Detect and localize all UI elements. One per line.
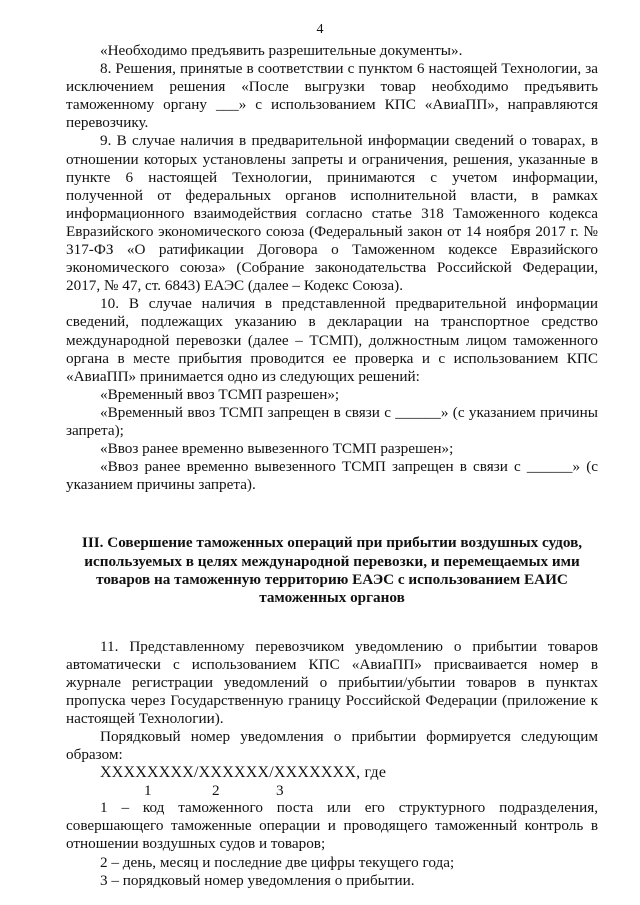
- part-number: 2: [212, 782, 220, 800]
- part-numbers: [66, 782, 598, 799]
- definition: 3 – порядковый номер уведомления о прибытии.: [100, 871, 415, 889]
- page-number: 4: [316, 22, 324, 37]
- paragraph: Порядковый номер уведомления о прибытии формируется следующим образом:: [66, 728, 598, 764]
- paragraph: 11. Представленному перевозчиком уведомлению о прибытии товаров автоматически с использованием КПС «АвиаПП» присваивается номер в журнале регистрации уведомлений о прибытии/убытии товаров в пунктах пропуска через Государственную границу Российской Федерации (приложение к настоящей Технологии).: [66, 637, 598, 727]
- paragraph: 9. В случае наличия в предварительной информации сведений о товарах, в отношении которых установлены запреты и ограничения, решения, указанные в пункте 6 настоящей Технологии, принимаются с учетом информации, полученной от федеральных органов исполнительной власти, в рамках информационного взаимодействия согласно статье 318 Таможенного кодекса Евразийского экономического союза (Федеральный закон от 14 ноября 2017 г. № 317-ФЗ «О ратификации Договора о Таможенном кодексе Евразийского экономического союза» (Собрание законодательства Российской Федерации, 2017, № 47, ст. 6843) ЕАЭС (далее – Кодекс Союза).: [66, 132, 598, 295]
- decision-option: «Временный ввоз ТСМП разрешен»;: [100, 385, 340, 403]
- number-format: XXXXXXXX/XXXXXX/XXXXXXX, где: [100, 764, 387, 782]
- paragraph: 8. Решения, принятые в соответствии с пунктом 6 настоящей Технологии, за исключением решения «После выгрузки товар необходимо предъявить таможенному органу ___» с использованием КПС «АвиаПП», направляются перевозчику.: [66, 60, 598, 132]
- definition: 2 – день, месяц и последние две цифры текущего года;: [100, 853, 455, 871]
- part-number: 1: [144, 782, 152, 800]
- part-number: 3: [276, 782, 284, 800]
- paragraph: «Необходимо предъявить разрешительные документы».: [100, 42, 463, 59]
- decision-option: «Ввоз ранее временно вывезенного ТСМП разрешен»;: [100, 440, 454, 458]
- definition: 1 – код таможенного поста или его структурного подразделения, совершающего таможенные операции и проводящего таможенный контроль в отношении воздушных судов и товаров;: [66, 799, 598, 853]
- section-heading: III. Совершение таможенных операций при прибытии воздушных судов, используемых в целях международной перевозки, и перемещаемых ими товаров на таможенную территорию ЕАЭС с использованием ЕАИС таможенных органов: [81, 534, 583, 607]
- decision-option: «Ввоз ранее временно вывезенного ТСМП запрещен в связи с ______» (с указанием причины запрета).: [66, 458, 598, 494]
- document-body: [66, 42, 598, 890]
- decision-option: «Временный ввоз ТСМП запрещен в связи с ______» (с указанием причины запрета);: [66, 403, 598, 439]
- paragraph: 10. В случае наличия в представленной предварительной информации сведений, подлежащих указанию в декларации на транспортное средство международной перевозки (далее – ТСМП), должностным лицом таможенного органа в месте прибытия проводится ее проверка и с использованием КПС «АвиаПП» принимается одно из следующих решений:: [66, 295, 598, 385]
